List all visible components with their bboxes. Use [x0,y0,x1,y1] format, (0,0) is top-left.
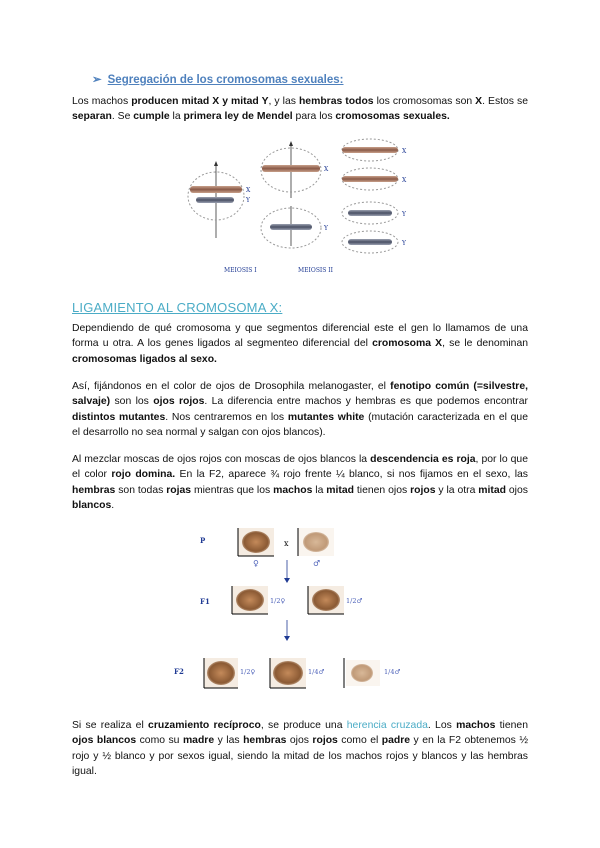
text-run: distintos mutantes [72,411,166,423]
text-run: (mutación caracterizada en el que el desarrollo no sea normal y salgan con ojos blancos). [72,411,528,439]
bullet-arrow: ➢ [92,74,102,86]
text-run: rojos [410,484,436,496]
text-run: y las [214,735,244,747]
svg-text:Y: Y [246,197,250,204]
text-run: son los [110,396,154,408]
meiosis-cell-2y [261,206,329,248]
meiosis-i-label: MEIOSIS I [224,267,257,274]
text-run: machos [273,484,313,496]
f2-red-male-ratio: 1/4♂ [308,668,325,676]
text-run: cruzamiento recíproco [148,720,261,731]
text-run: y la otra [435,484,479,496]
f2-label: F2 [174,667,184,676]
text-run: . Se [111,111,134,123]
f2-white-male-fly [344,658,380,688]
text-run: mitad [478,484,506,496]
text-run: ojos [286,735,313,747]
text-run: rojo domina. [111,469,176,481]
f2-white-male-ratio: 1/4♂ [384,668,401,676]
text-run: En la F2, aparece ¾ rojo frente ¼ blanco, si nos fijamos en el sexo, las [175,469,528,481]
text-run: Los machos [72,96,132,107]
section-title-segregation [92,72,344,86]
svg-text:X: X [324,166,329,173]
section-title-x-linkage: LIGAMIENTO AL CROMOSOMA X: [72,300,283,315]
text-run: la [312,484,327,496]
svg-text:Y: Y [402,211,406,218]
svg-text:X: X [402,177,407,184]
svg-text:Y: Y [324,225,328,232]
svg-text:X: X [402,148,407,155]
f2-female-ratio: 1/2♀ [240,668,256,676]
text-run: , y las [268,96,299,107]
text-run: ojos [506,484,528,496]
f1-female-fly [232,586,268,614]
male-symbol: ♂ [313,559,321,568]
text-run: . Estos se [482,96,528,107]
f1-female-ratio: 1/2♀ [270,597,286,605]
meiosis-cells-3 [342,139,407,253]
cross-figure [160,524,430,694]
section-title-text: Segregación de los cromosomas sexuales: [107,74,344,86]
text-run: los cromosomas son [373,96,476,107]
paragraph-reciprocal-cross [72,718,528,780]
p-label: P [200,536,206,545]
text-run: hembras [243,735,287,747]
meiosis-cell-2x [261,141,329,198]
text-run: Si se realiza el [72,720,149,731]
text-run: cromosomas sexuales. [335,111,450,123]
text-run: cromosomas ligados al sexo. [72,353,217,365]
meiosis-figure [180,136,420,276]
text-run: mientras que los [191,484,274,496]
text-run: hembras todos [298,96,374,107]
female-symbol: ♀ [253,559,259,568]
cross-symbol: x [284,539,289,548]
text-run: ojos blancos [72,735,137,747]
text-run: padre [381,735,411,747]
text-run: fenotipo común (=silvestre, salvaje) [72,381,528,408]
text-run: Al mezclar moscas de ojos rojos con moscas de ojos blancos la [72,454,371,465]
text-run: producen mitad X y mitad Y [131,96,269,107]
text-run: como el [337,735,382,747]
text-run: . [111,500,115,512]
f1-male-fly [308,586,344,614]
meiosis-ii-label: MEIOSIS II [298,267,334,274]
text-run: cromosoma X [372,338,443,350]
text-run: Dependiendo de qué cromosoma y que segmentos diferencial este el gen lo llamamos de una forma u otra. A los genes ligados al segmenteo diferencial del [72,323,528,350]
p-male-fly [298,528,334,556]
text-run: machos [456,720,496,731]
text-run: primera ley de Mendel [183,111,293,123]
paragraph-segregation [72,94,528,125]
text-run: tienen [495,720,528,731]
f1-male-ratio: 1/2♂ [346,597,363,605]
text-run: madre [182,735,215,747]
text-run: Así, fijándonos en el color de ojos de Drosophila melanogaster, el [72,381,391,392]
text-run: X [475,96,483,107]
text-run: . Nos centraremos en los [165,411,288,423]
text-run: , se le denominan [442,338,528,350]
text-run: hembras [72,484,116,496]
f1-label: F1 [200,597,210,606]
text-run: y en la F2 obtenemos ½ rojo y ½ blanco y por sexos igual, siendo la mitad de los machos rojos y blancos y las hembras igual. [72,735,529,778]
f2-red-male-fly [270,658,306,688]
paragraph-cross-result [72,452,528,514]
text-run: mutantes white [287,411,365,423]
text-run: tienen ojos [354,484,411,496]
text-run: la [169,111,184,123]
text-run: rojas [166,484,192,496]
text-run: , se produce una [260,720,347,731]
text-run: mitad [326,484,354,496]
text-run: cumple [133,111,170,123]
paragraph-drosophila [72,379,528,441]
text-run: son todas [115,484,167,496]
f2-female-fly [204,658,238,688]
text-run: separan [72,111,112,123]
text-run: herencia cruzada [346,720,428,731]
paragraph-definition [72,321,528,367]
text-run: como su [136,735,183,747]
svg-text:Y: Y [402,240,406,247]
text-run: , por lo que el color [72,454,528,481]
text-run: . La diferencia entre machos y hembras es que podemos encontrar [204,396,528,408]
meiosis-cell-1 [188,161,251,238]
text-run: descendencia es roja [370,454,476,465]
p-female-fly [238,528,274,556]
text-run: rojos [312,735,338,747]
text-run: para los [292,111,336,123]
text-run: ojos rojos [153,396,205,408]
text-run: . Los [427,720,457,731]
text-run: blancos [72,500,112,512]
svg-text:X: X [246,187,251,194]
